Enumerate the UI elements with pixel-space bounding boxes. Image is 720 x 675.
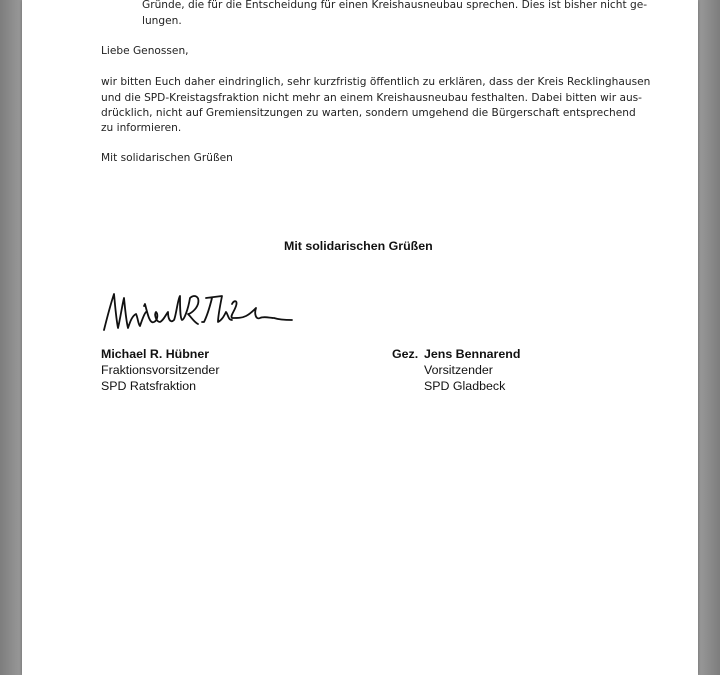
right-signatory-org: SPD Gladbeck xyxy=(424,379,506,393)
continuation-line-2: lungen. xyxy=(142,15,182,27)
continuation-line-1: Gründe, die für die Entscheidung für einen Kreishausneubau sprechen. Dies ist bisher nicht ge- xyxy=(142,0,648,11)
viewer-background-left xyxy=(0,0,22,675)
body-line-2: und die SPD-Kreistagsfraktion nicht mehr an einem Kreishausneubau festhalten. Dabei bitten wir aus- xyxy=(101,92,642,104)
right-signatory-title: Vorsitzender xyxy=(424,363,493,377)
body-line-1: wir bitten Euch daher eindringlich, sehr kurzfristig öffentlich zu erklären, dass der Kreis Recklinghausen xyxy=(101,76,651,88)
closing-text: Mit solidarischen Grüßen xyxy=(101,152,233,164)
left-signatory-title: Fraktionsvorsitzender xyxy=(101,363,220,377)
salutation: Liebe Genossen, xyxy=(101,45,189,57)
left-signatory-org: SPD Ratsfraktion xyxy=(101,379,197,393)
right-signatory-prefix: Gez. xyxy=(392,347,419,361)
body-line-4: zu informieren. xyxy=(101,122,182,134)
closing-bold: Mit solidarischen Grüßen xyxy=(284,239,433,253)
right-signatory-name: Jens Bennarend xyxy=(424,347,521,361)
left-signatory-name: Michael R. Hübner xyxy=(101,347,210,361)
body-line-3: drücklich, nicht auf Gremiensitzungen zu warten, sondern umgehend die Bürgerschaft entsprechend xyxy=(101,107,636,119)
signature-image xyxy=(98,284,298,340)
viewer-background-right xyxy=(698,0,720,675)
